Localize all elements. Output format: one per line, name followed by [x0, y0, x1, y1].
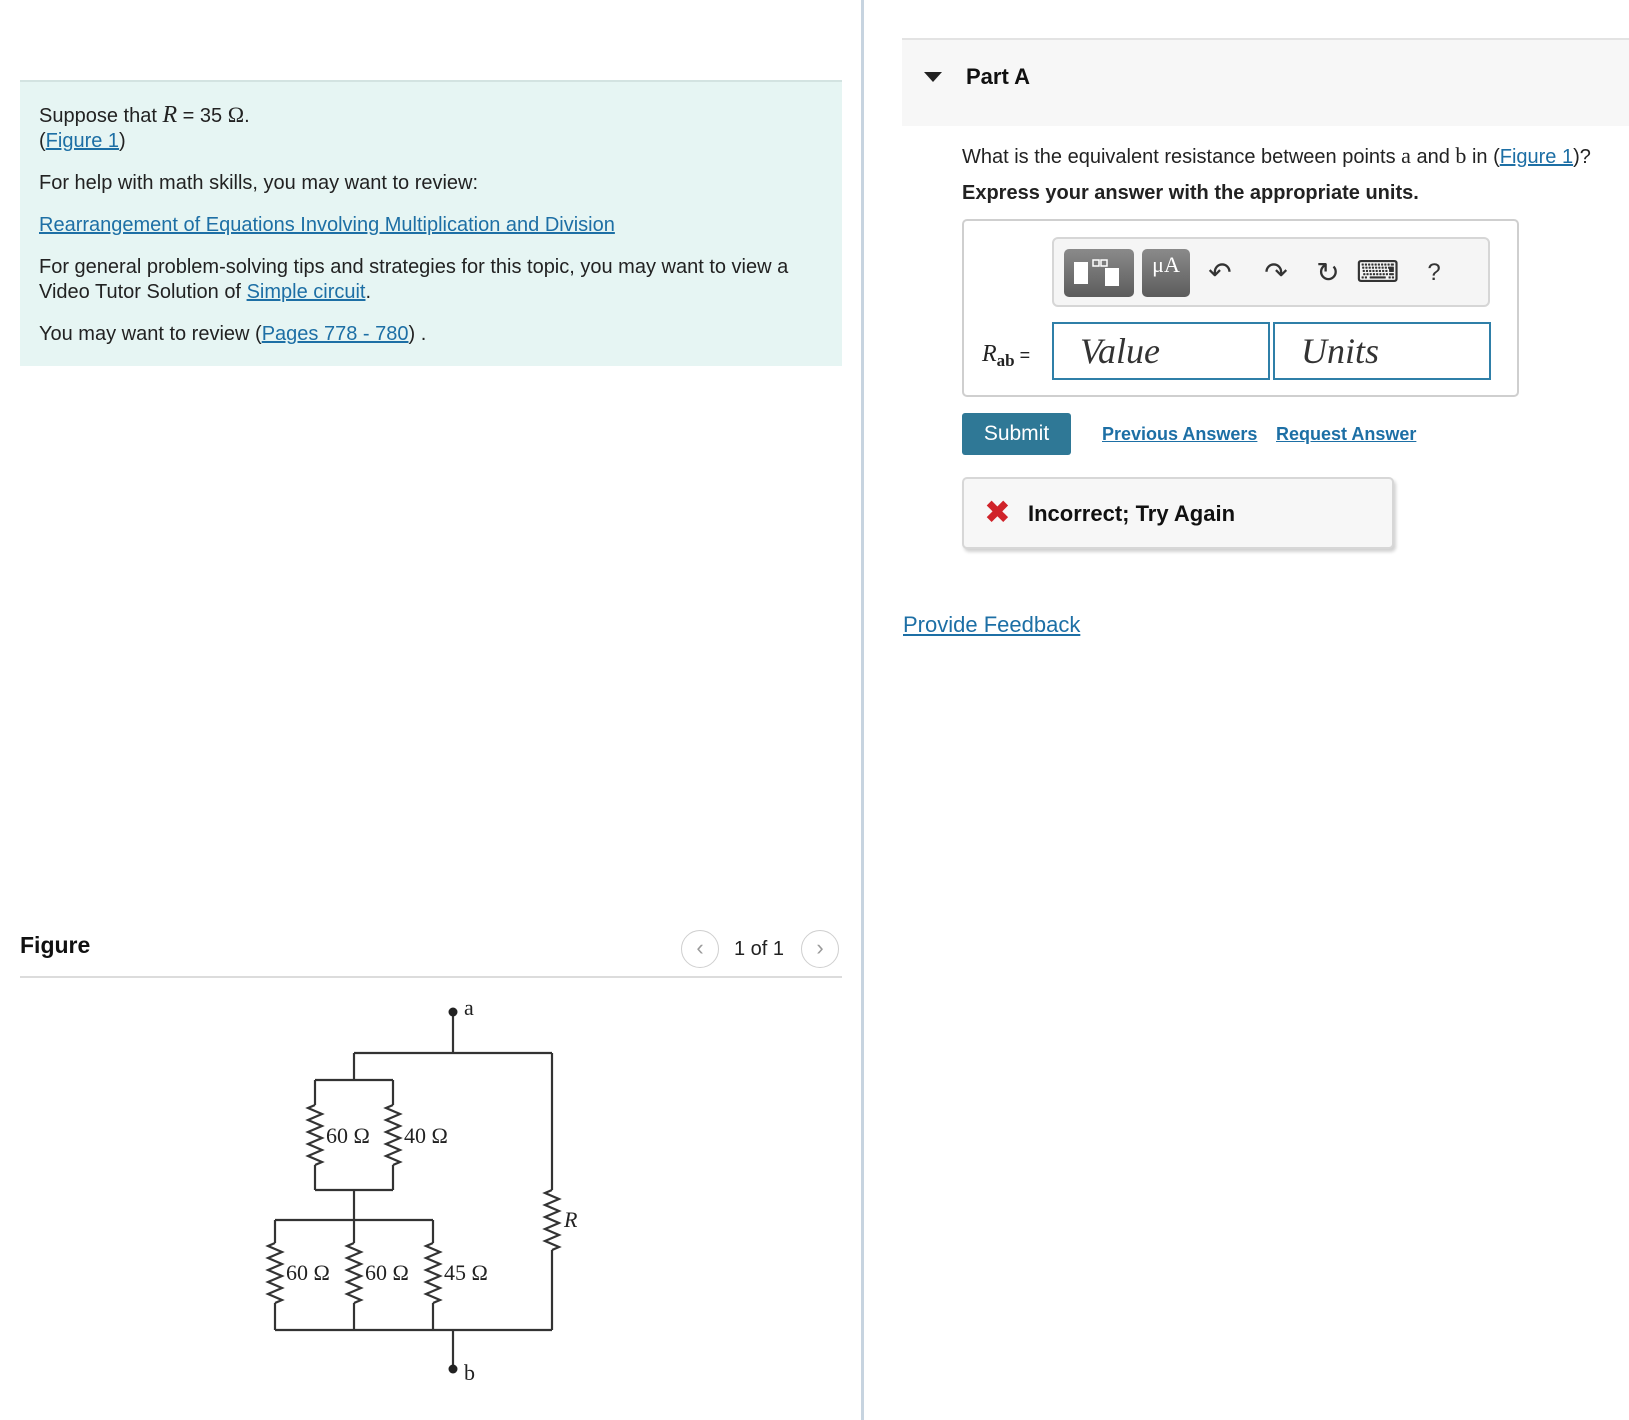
part-title: Part A: [966, 64, 1030, 89]
resistor-60-top: [308, 1105, 322, 1165]
suppose-line: [39, 102, 823, 129]
rab-sub: ab: [996, 351, 1015, 370]
reset-icon[interactable]: ↻: [1316, 257, 1340, 288]
label-a: a: [464, 995, 474, 1020]
request-answer-link[interactable]: Request Answer: [1276, 424, 1417, 444]
part-header[interactable]: [902, 38, 1629, 126]
provide-feedback-link[interactable]: Provide Feedback: [903, 612, 1081, 637]
resistor-60-left: [268, 1243, 282, 1303]
label-r4: 60 Ω: [365, 1260, 409, 1285]
pages-link[interactable]: Pages 778 - 780: [261, 323, 409, 345]
label-r5: 45 Ω: [444, 1260, 488, 1285]
figure-header: [20, 922, 842, 978]
label-r6: R: [564, 1207, 578, 1232]
caret-down-icon[interactable]: [924, 72, 942, 82]
circuit-diagram: [250, 995, 578, 1385]
previous-answers-link[interactable]: Previous Answers: [1102, 424, 1258, 444]
terminal-b-dot: [449, 1365, 458, 1374]
figure-pager-text: 1 of 1: [734, 938, 785, 960]
problem-intro: [20, 80, 842, 366]
answer-box: [962, 219, 1519, 397]
question-in: in (: [1466, 146, 1500, 168]
previous-figure-button[interactable]: [681, 930, 719, 968]
feedback-text: Incorrect; Try Again: [1028, 501, 1236, 526]
instruction-text: Express your answer with the appropriate units.: [962, 182, 1419, 204]
feedback-box: [962, 477, 1394, 549]
template-icon: [1064, 249, 1134, 297]
figure-title: Figure: [20, 932, 91, 958]
point-a: a: [1401, 143, 1411, 168]
suppose-end: .: [244, 105, 250, 127]
label-r1: 60 Ω: [326, 1123, 370, 1148]
submit-button[interactable]: Submit: [962, 413, 1071, 455]
suppose-value: = 35: [177, 105, 228, 127]
rab-label: [982, 341, 1030, 371]
review-prefix: You may want to review (: [39, 323, 262, 345]
math-help-text: For help with math skills, you may want to review:: [39, 172, 479, 194]
tips-text: For general problem-solving tips and strategies for this topic, you may want to view a Video Tutor Solution of: [39, 256, 789, 303]
rab-var: R: [982, 341, 997, 367]
math-toolbar: [1052, 237, 1490, 307]
redo-icon[interactable]: ↷: [1264, 257, 1288, 288]
undo-icon[interactable]: ↶: [1208, 257, 1232, 288]
incorrect-x-icon: ✖: [984, 494, 1011, 530]
help-icon[interactable]: ?: [1427, 259, 1441, 286]
rab-equals: =: [1014, 345, 1031, 365]
terminal-a-dot: [449, 1008, 458, 1017]
figure-1-link-question[interactable]: Figure 1: [1499, 146, 1574, 168]
point-b: b: [1455, 143, 1467, 168]
chevron-right-icon: ›: [816, 935, 824, 960]
label-b: b: [464, 1360, 475, 1385]
var-r: R: [162, 102, 178, 128]
suppose-text: Suppose that: [39, 105, 163, 127]
resistor-60-middle: [347, 1243, 361, 1303]
chevron-left-icon: ‹: [696, 935, 704, 960]
figure-ref-line: (Figure 1): [39, 130, 126, 152]
ohm-unit: Ω: [227, 102, 245, 127]
templates-button[interactable]: [1064, 249, 1134, 297]
review-line: [39, 322, 823, 347]
value-input[interactable]: [1052, 322, 1270, 380]
label-r3: 60 Ω: [286, 1260, 330, 1285]
question-prefix: What is the equivalent resistance between points: [962, 146, 1402, 168]
label-r2: 40 Ω: [404, 1123, 448, 1148]
question-suffix: )?: [1573, 146, 1591, 168]
units-button[interactable]: μA: [1142, 249, 1190, 297]
keyboard-icon[interactable]: ⌨: [1356, 256, 1400, 289]
question-text: [962, 143, 1591, 169]
tips-paragraph: For general problem-solving tips and strategies for this topic, you may want to view a Video Tutor Solution of Simple circuit.: [39, 256, 789, 303]
resistor-r: [545, 1190, 559, 1250]
resistor-40: [386, 1105, 400, 1165]
question-and: and: [1410, 146, 1456, 168]
resistor-45: [426, 1243, 440, 1303]
units-input[interactable]: [1273, 322, 1491, 380]
right-pane: [864, 0, 1629, 1420]
math-skills-link[interactable]: Rearrangement of Equations Involving Multiplication and Division: [39, 214, 615, 236]
next-figure-button[interactable]: [801, 930, 839, 968]
review-suffix: ) .: [408, 323, 427, 345]
simple-circuit-link[interactable]: Simple circuit: [246, 281, 366, 303]
figure-1-link[interactable]: Figure 1: [45, 130, 120, 152]
